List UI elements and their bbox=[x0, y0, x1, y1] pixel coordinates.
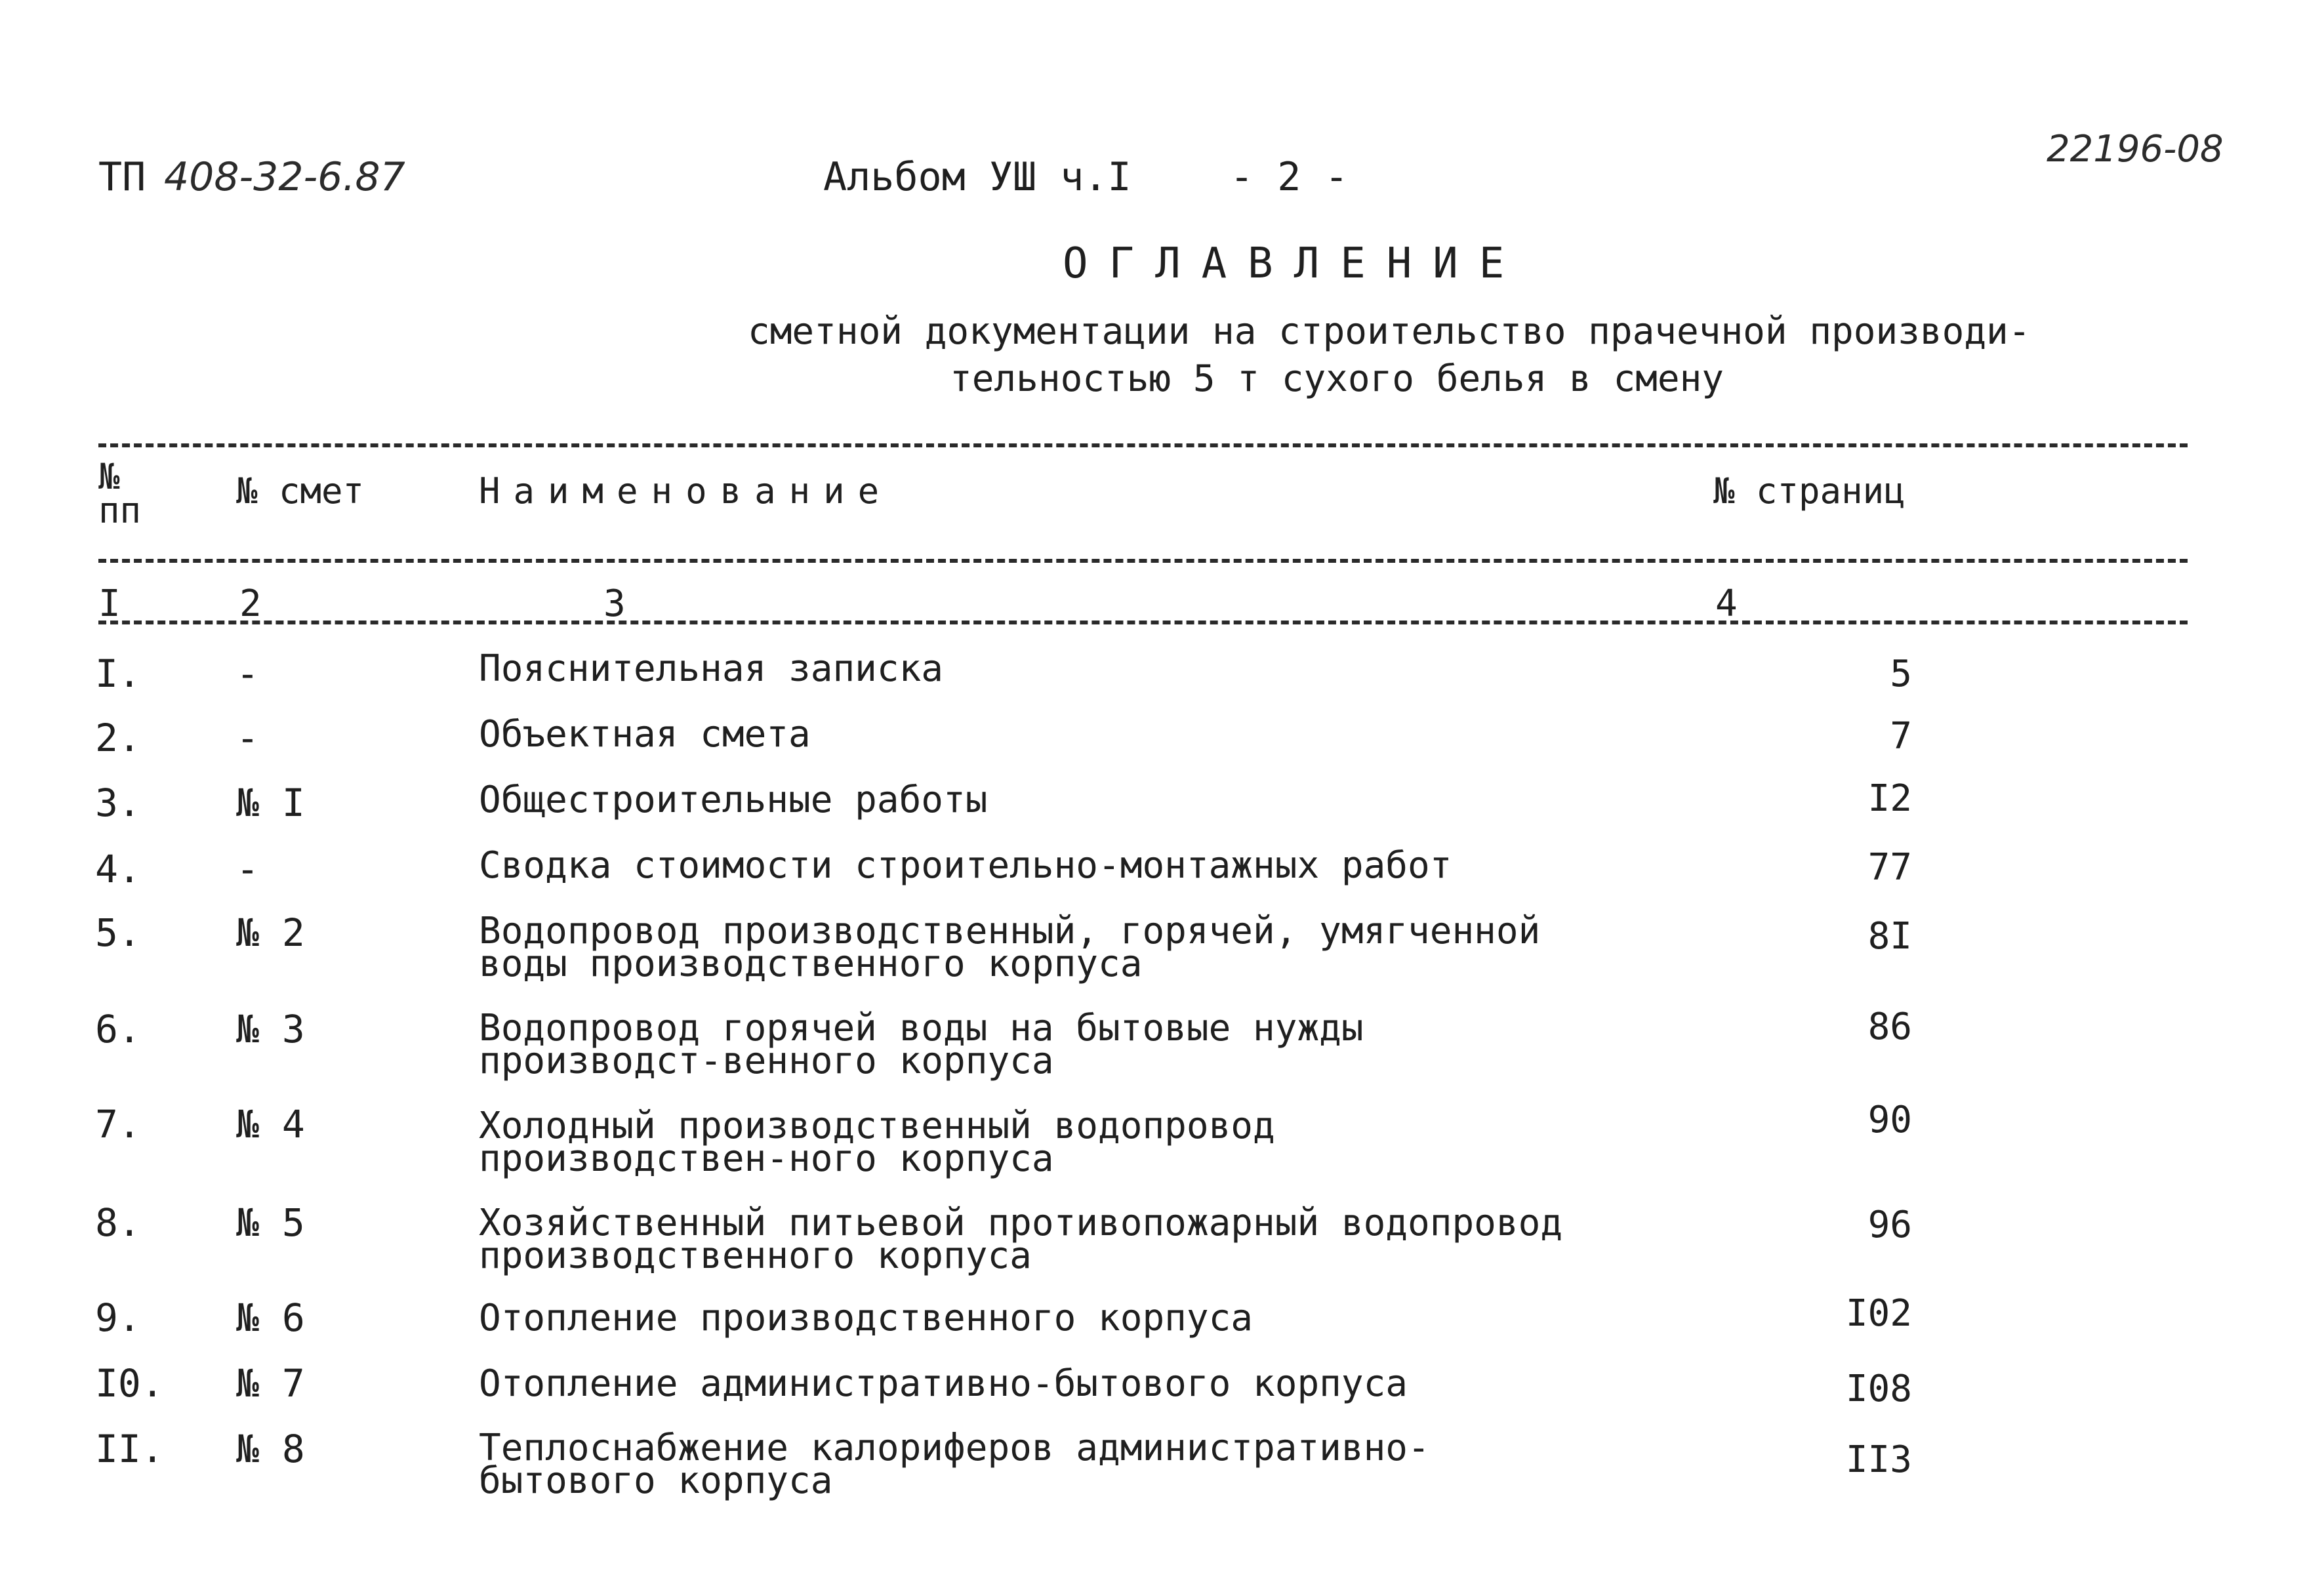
row-name: Хозяйственный питьевой противопожарный водопровод производственного корпуса bbox=[479, 1202, 1563, 1277]
row-page: 96 bbox=[1867, 1204, 1912, 1246]
row-name: Пояснительная записка bbox=[479, 647, 944, 690]
row-page: 8I bbox=[1867, 915, 1912, 958]
page-number: - 2 - bbox=[1230, 154, 1349, 200]
row-page: II3 bbox=[1845, 1438, 1912, 1481]
column-header-pages: № страниц bbox=[1713, 470, 1906, 512]
row-estimate: - bbox=[236, 651, 259, 696]
row-number: 8. bbox=[95, 1200, 141, 1245]
row-estimate: - bbox=[236, 716, 259, 760]
row-estimate: № 2 bbox=[236, 910, 305, 955]
row-number: 6. bbox=[95, 1007, 141, 1051]
row-number: 7. bbox=[95, 1102, 141, 1147]
column-number-2: 2 bbox=[239, 582, 262, 625]
row-name: Объектная смета bbox=[479, 713, 811, 756]
row-number: 3. bbox=[95, 781, 141, 825]
row-estimate: № 5 bbox=[236, 1200, 305, 1245]
column-header-estimate: № смет bbox=[236, 470, 365, 512]
row-page: I02 bbox=[1845, 1292, 1912, 1335]
row-name: Теплоснабжение калориферов административно-бытового корпуса bbox=[479, 1427, 1430, 1502]
table-top-rule bbox=[98, 443, 2188, 447]
row-name: Водопровод горячей воды на бытовые нужды производст-венного корпуса bbox=[479, 1007, 1364, 1082]
row-number: 2. bbox=[95, 716, 141, 760]
page-title: ОГЛАВЛЕНИЕ bbox=[1063, 239, 1526, 288]
column-number-3: 3 bbox=[603, 582, 626, 625]
row-name: Сводка стоимости строительно-монтажных работ bbox=[479, 844, 1452, 887]
row-estimate: № 3 bbox=[236, 1007, 305, 1051]
row-page: I2 bbox=[1867, 777, 1912, 820]
archive-number: 22196-08 bbox=[2047, 128, 2224, 171]
row-page: 7 bbox=[1890, 715, 1912, 758]
subtitle-line-1: сметной документации на строительство прачечной производи- bbox=[748, 310, 2031, 353]
row-number: II. bbox=[95, 1427, 164, 1471]
document-code-handwritten: 408-32-6.87 bbox=[164, 154, 405, 200]
row-estimate: № 4 bbox=[236, 1102, 305, 1147]
column-header-no-pp: пп bbox=[98, 490, 142, 531]
row-number: 4. bbox=[95, 847, 141, 891]
row-page: 77 bbox=[1867, 846, 1912, 889]
row-estimate: № I bbox=[236, 781, 305, 825]
row-number: 9. bbox=[95, 1295, 141, 1340]
row-number: I0. bbox=[95, 1361, 164, 1406]
column-number-1: I bbox=[98, 582, 121, 625]
row-estimate: № 8 bbox=[236, 1427, 305, 1471]
row-number: I. bbox=[95, 651, 141, 696]
table-column-numbers-rule bbox=[98, 621, 2188, 624]
row-page: 90 bbox=[1867, 1099, 1912, 1141]
row-number: 5. bbox=[95, 910, 141, 955]
column-header-name: Наименование bbox=[479, 470, 893, 512]
row-page: 5 bbox=[1890, 653, 1912, 695]
album-label: Альбом УШ ч.I bbox=[823, 154, 1131, 200]
row-estimate: - bbox=[236, 847, 259, 891]
row-page: I08 bbox=[1845, 1368, 1912, 1410]
column-number-4: 4 bbox=[1715, 582, 1738, 625]
document-code-prefix: ТП bbox=[98, 154, 146, 200]
subtitle-line-2: тельностью 5 т сухого белья в смену bbox=[950, 357, 1724, 400]
row-estimate: № 7 bbox=[236, 1361, 305, 1406]
row-estimate: № 6 bbox=[236, 1295, 305, 1340]
row-name: Отопление административно-бытового корпуса bbox=[479, 1362, 1408, 1405]
row-name: Общестроительные работы bbox=[479, 779, 988, 821]
row-name: Отопление производственного корпуса bbox=[479, 1297, 1254, 1339]
row-name: Холодный производственный водопровод производствен-ного корпуса bbox=[479, 1105, 1275, 1180]
row-name: Водопровод производственный, горячей, умягченной воды производственного корпуса bbox=[479, 910, 1541, 985]
row-page: 86 bbox=[1867, 1006, 1912, 1048]
column-header-no-sign: № bbox=[98, 456, 120, 497]
table-header-rule bbox=[98, 559, 2188, 563]
